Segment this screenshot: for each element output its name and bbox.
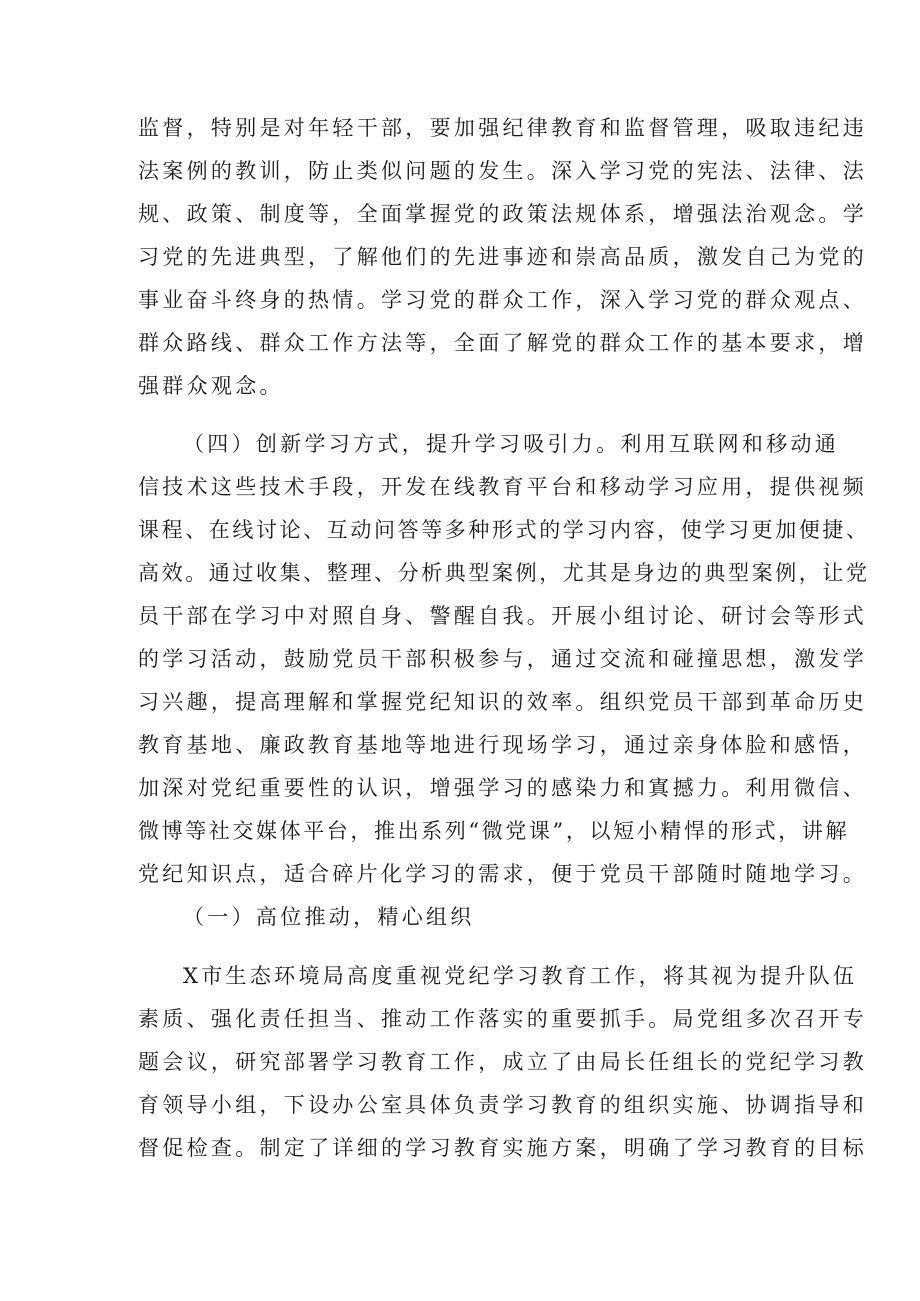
text-line: 党纪知识点，适合碎片化学习的需求，便于党员干部随时随地学习。 <box>138 862 867 886</box>
text-line: 题会议，研究部署学习教育工作，成立了由局长任组长的党纪学习教 <box>138 1050 867 1074</box>
text-line: 微博等社交媒体平台，推出系列“微党课”，以短小精悍的形式，讲解 <box>138 819 850 843</box>
text-line: X市生态环境局高度重视党纪学习教育工作，将其视为提升队伍 <box>183 964 858 988</box>
text-line: 强群众观念。 <box>138 374 284 398</box>
text-line: 信技术这些技术手段，开发在线教育平台和移动学习应用，提供视频 <box>138 475 867 499</box>
text-line: 督促检查。制定了详细的学习教育实施方案，明确了学习教育的目标 <box>138 1136 867 1160</box>
text-line: 高效。通过收集、整理、分析典型案例，尤其是身边的典型案例，让党 <box>138 561 870 585</box>
section-heading-4: （四）创新学习方式，提升学习吸引力。利用互联网和移动通 <box>183 432 840 456</box>
text-line: 习党的先进典型，了解他们的先进事迹和崇高品质，激发自己为党的 <box>138 245 867 269</box>
section-heading-1: （一）高位推动，精心组织 <box>183 905 475 929</box>
text-line: 法案例的教训，防止类似问题的发生。深入学习党的宪法、法律、法 <box>138 159 867 183</box>
text-line: 群众路线、群众工作方法等，全面了解党的群众工作的基本要求，增 <box>138 331 867 355</box>
text-line: 员干部在学习中对照自身、警醒自我。开展小组讨论、研讨会等形式 <box>138 604 867 628</box>
text-line: 教育基地、廉政教育基地等地进行现场学习，通过亲身体脸和感悟， <box>138 733 867 757</box>
text-line: 习兴趣，提高理解和掌握党纪知识的效率。组织党员干部到革命历史 <box>138 690 867 714</box>
text-line: 育领导小组，下设办公室具体负责学习教育的组织实施、协调指导和 <box>138 1093 867 1117</box>
text-line: 监督，特别是对年轻干部，要加强纪律教育和监督管理，吸取违纪违 <box>138 116 867 140</box>
text-line: 加深对党纪重要性的认识，增强学习的感染力和寘撼力。利用微信、 <box>138 776 867 800</box>
text-line: 事业奋斗终身的热情。学习党的群众工作，深入学习党的群众观点、 <box>138 288 867 312</box>
text-line: 的学习活动，鼓励党员干部积极参与，通过交流和碰撞思想，激发学 <box>138 647 867 671</box>
text-line: 课程、在线讨论、互动问答等多种形式的学习内容，使学习更加便捷、 <box>138 518 870 542</box>
text-line: 素质、强化责任担当、推动工作落实的重要抓手。局党组多次召开专 <box>138 1007 867 1031</box>
text-line: 规、政策、制度等，全面掌握党的政策法规体系，增强法治观念。学 <box>138 202 867 226</box>
